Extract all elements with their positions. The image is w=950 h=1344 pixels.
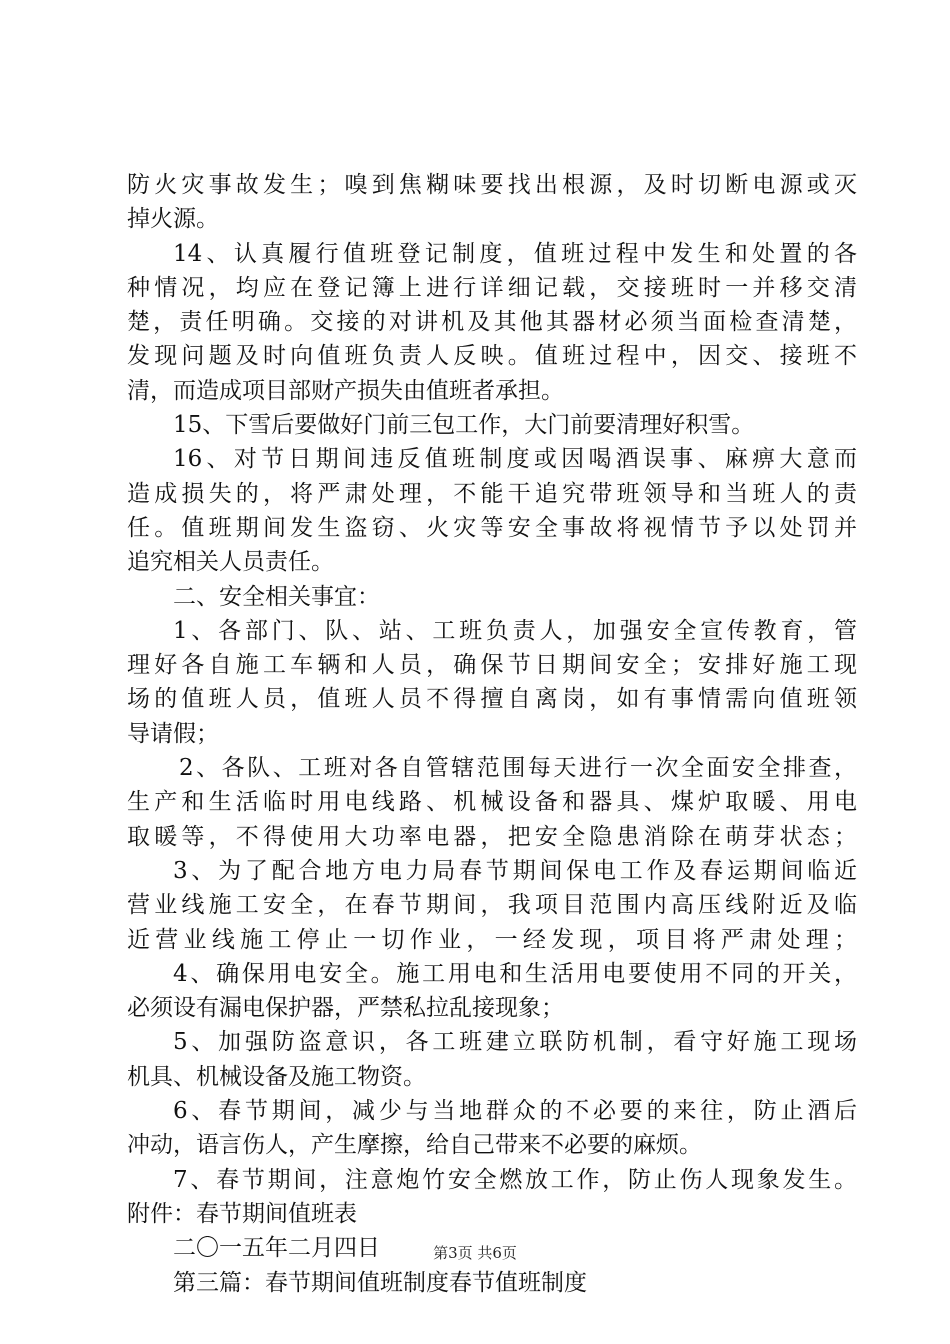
attachment-line: 附件：春节期间值班表 [127,1200,357,1227]
section-heading: 二、安全相关事宜： [173,583,380,610]
text-line: 16、对节日期间违反值班制度或因喝酒误事、麻痹大意而 [173,446,857,473]
text-line: 生产和生活临时用电线路、机械设备和器具、煤炉取暖、用电 [127,789,857,816]
text-line: 15、下雪后要做好门前三包工作，大门前要清理好积雪。 [173,412,755,439]
text-line: 7、春节期间，注意炮竹安全燃放工作，防止伤人现象发生。 [173,1166,857,1193]
text-line: 发现问题及时向值班负责人反映。值班过程中，因交、接班不 [127,343,857,370]
text-line: 近营业线施工停止一切作业，一经发现，项目将严肃处理； [127,926,857,953]
text-line: 5、加强防盗意识，各工班建立联防机制，看守好施工现场 [173,1029,857,1056]
text-line: 14、认真履行值班登记制度，值班过程中发生和处置的各 [173,240,857,267]
text-line: 楚，责任明确。交接的对讲机及其他其器材必须当面检查清楚， [127,309,857,336]
text-line: 理好各自施工车辆和人员，确保节日期间安全；安排好施工现 [127,652,857,679]
text-line: 营业线施工安全，在春节期间，我项目范围内高压线附近及临 [127,892,857,919]
text-line: 场的值班人员，值班人员不得擅自离岗，如有事情需向值班领 [127,686,857,713]
text-line: 种情况，均应在登记簿上进行详细记载，交接班时一并移交清 [127,274,857,301]
text-line: 导请假； [127,720,219,747]
text-line: 冲动，语言伤人，产生摩擦，给自己带来不必要的麻烦。 [127,1132,702,1159]
text-line: 必须设有漏电保护器，严禁私拉乱接现象； [127,995,564,1022]
text-line: 4、确保用电安全。施工用电和生活用电要使用不同的开关， [173,960,857,987]
section-title: 第三篇：春节期间值班制度春节值班制度 [173,1269,587,1296]
text-line: 取暖等，不得使用大功率电器，把安全隐患消除在萌芽状态； [127,823,857,850]
text-line: 掉火源。 [127,206,219,233]
text-line: 清，而造成项目部财产损失由值班者承担。 [127,377,564,404]
text-line: 2、各队、工班对各自管辖范围每天进行一次全面安全排查， [179,755,857,782]
text-line: 1、各部门、队、站、工班负责人，加强安全宣传教育，管 [173,617,857,644]
document-body [127,168,857,1300]
text-line: 防火灾事故发生；嗅到焦糊味要找出根源，及时切断电源或灭 [127,172,857,198]
text-line: 6、春节期间，减少与当地群众的不必要的来往，防止酒后 [173,1098,857,1125]
text-line: 追究相关人员责任。 [127,549,334,576]
page-number: 第3页 共6页 [433,1244,517,1262]
text-line: 造成损失的，将严肃处理，不能干追究带班领导和当班人的责 [127,480,857,507]
text-line: 3、为了配合地方电力局春节期间保电工作及春运期间临近 [173,857,857,884]
text-line: 机具、机械设备及施工物资。 [127,1063,426,1090]
text-line: 任。值班期间发生盗窃、火灾等安全事故将视情节予以处罚并 [127,514,857,541]
date-line: 二〇一五年二月四日 [173,1235,380,1262]
